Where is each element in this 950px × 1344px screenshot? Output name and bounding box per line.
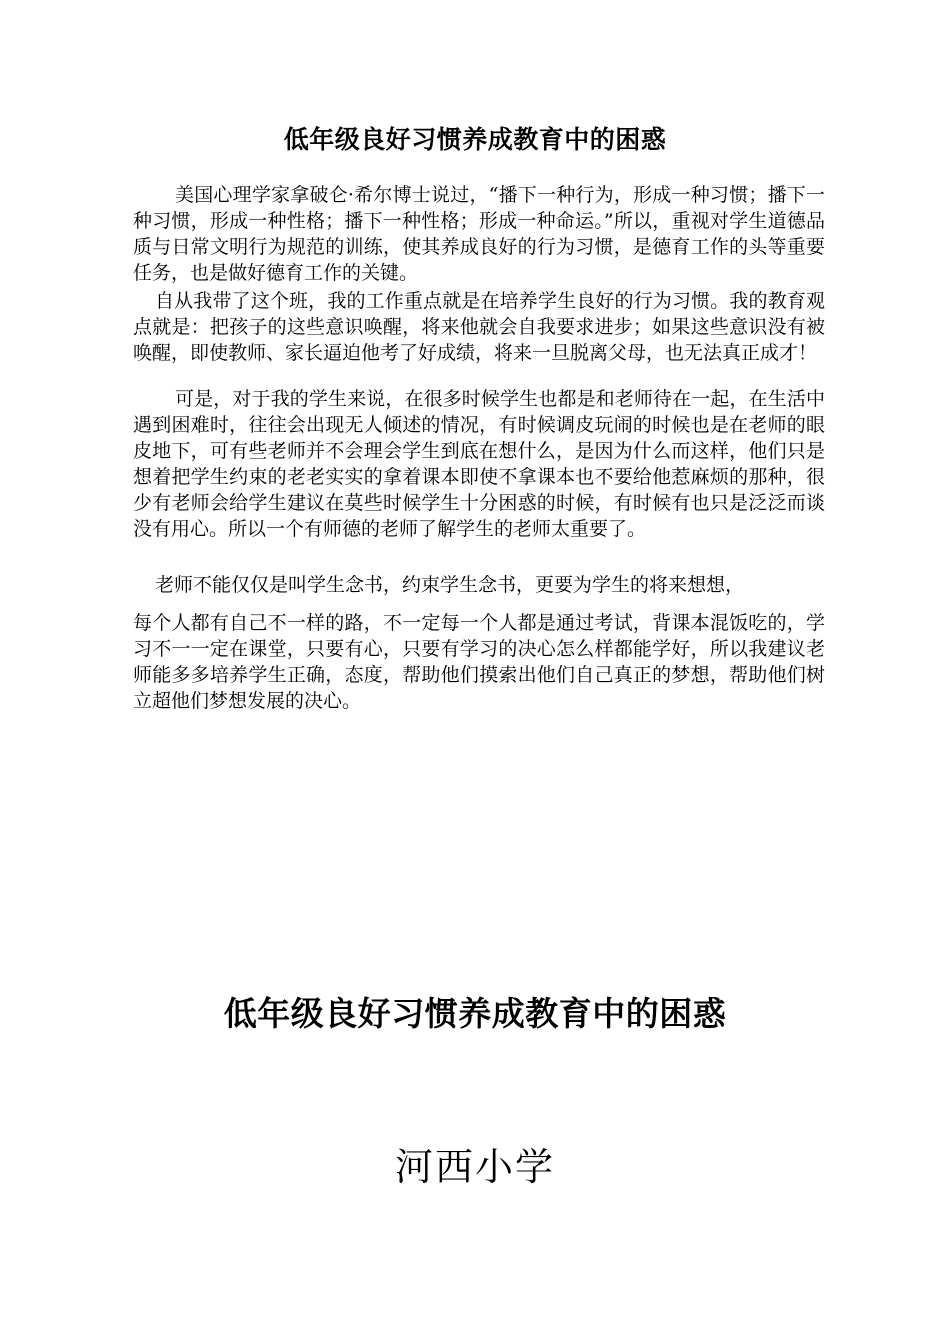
- cover-title: 低年级良好习惯养成教育中的困惑: [223, 994, 727, 1033]
- paragraph-4: 老师不能仅仅是叫学生念书，约束学生念书，更要为学生的将来想想，: [155, 574, 745, 596]
- document-title: 低年级良好习惯养成教育中的困惑: [283, 125, 667, 154]
- paragraph-5: 每个人都有自己不一样的路，不一定每一个人都是通过考试，背课本混饭吃的，学习不一一定在课堂，只要有心，只要有学习的决心怎么样都能学好，所以我建议老师能多多培养学生正确，态度，帮助他们摸索出他们自己真正的梦想，帮助他们树立超他们梦想发展的决心。: [133, 612, 825, 712]
- paragraph-2: 自从我带了这个班，我的工作重点就是在培养学生良好的行为习惯。我的教育观点就是：把孩子的这些意识唤醒，将来他就会自我要求进步；如果这些意识没有被唤醒，即使教师、家长逼迫他考了好成绩，将来一旦脱离父母，也无法真正成才！: [133, 290, 825, 364]
- paragraph-1: 美国心理学家拿破仑·希尔博士说过，“播下一种行为，形成一种习惯；播下一种习惯，形成一种性格；播下一种性格；形成一种命运。”所以，重视对学生道德品质与日常文明行为规范的训练，使其养成良好的行为习惯，是德育工作的头等重要任务，也是做好德育工作的关键。: [133, 184, 825, 284]
- paragraph-3: 可是，对于我的学生来说，在很多时候学生也都是和老师待在一起，在生活中遇到困难时，往往会出现无人倾述的情况，有时候调皮玩闹的时候也是在老师的眼皮地下，可有些老师并不会理会学生到底在想什么，是因为什么而这样，他们只是想着把学生约束的老老实实的拿着课本即使不拿课本也不要给他惹麻烦的那种，很少有老师会给学生建议在莫些时候学生十分困惑的时候，有时候有也只是泛泛而谈没有用心。所以一个有师德的老师了解学生的老师太重要了。: [133, 388, 825, 540]
- school-name: 河西小学: [394, 1145, 555, 1189]
